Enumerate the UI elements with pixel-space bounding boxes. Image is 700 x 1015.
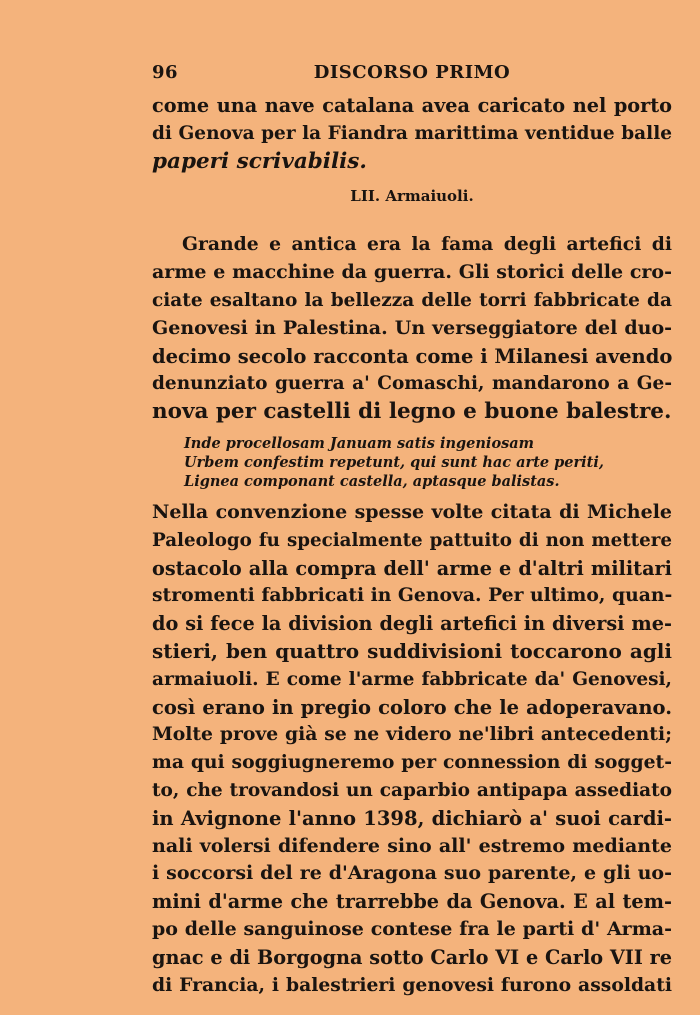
text-line: nali volersi difendere sino all' estremo mediante — [152, 834, 672, 857]
text-line-italic: paperi scrivabilis. — [152, 148, 367, 174]
text-line: in Avignone l'anno 1398, dichiarò a' suoi cardi- — [152, 806, 672, 830]
text-line: di Francia, i balestrieri genovesi furono assoldati — [152, 973, 672, 996]
text-line: ma qui soggiugneremo per connession di sogget- — [152, 751, 672, 774]
text-line: mini d'arme che trarrebbe da Genova. E al tem- — [152, 890, 672, 914]
page-header — [152, 62, 672, 92]
text-line: to, che trovandosi un caparbio antipapa assediato — [152, 779, 672, 801]
verse-line: Inde procellosam Januam satis ingeniosam — [184, 434, 535, 452]
text-line: Paleologo fu specialmente pattuito di non mettere — [152, 529, 672, 551]
text-line: gnac e di Borgogna sotto Carlo VI e Carlo VII re — [152, 945, 672, 969]
text-line: nova per castelli di legno e buone balestre. — [152, 399, 672, 425]
text-line: arme e macchine da guerra. Gli storici delle cro- — [152, 261, 672, 284]
text-line: armaiuoli. E come l'arme fabbricate da' Genovesi, — [152, 668, 672, 690]
text-line: Grande e antica era la fama degli artefici di — [182, 233, 672, 256]
book-page — [152, 62, 672, 999]
paragraph-2 — [152, 499, 672, 999]
text-line: stieri, ben quattro suddivisioni toccarono agli — [152, 638, 672, 663]
latin-verse — [152, 434, 672, 491]
text-line: do si fece la division degli artefici in diversi me- — [152, 612, 672, 636]
text-line: stromenti fabbricati in Genova. Per ultimo, quan- — [152, 584, 673, 607]
text-line: ostacolo alla compra dell' arme e d'altri militari — [152, 556, 672, 580]
text-line: come una nave catalana avea caricato nel porto — [152, 94, 672, 117]
intro-text — [152, 92, 672, 175]
verse-line: Lignea componant castella, aptasque balistas. — [184, 472, 560, 490]
text-line: Nella convenzione spesse volte citata di Michele — [152, 500, 672, 523]
text-line: denunziato guerra a' Comaschi, mandarono a Ge- — [152, 373, 672, 395]
text-line: decimo secolo racconta come i Milanesi avendo — [152, 344, 673, 368]
text-line: i soccorsi del re d'Aragona suo parente, e gli uo- — [152, 862, 672, 885]
text-line: Molte prove già se ne videro ne'libri antecedenti; — [152, 723, 672, 746]
text-line: ciate esaltano la bellezza delle torri fabbricate da — [152, 289, 672, 311]
paragraph-1 — [152, 231, 672, 426]
text-line: po delle sanguinose contese fra le parti d' Arma- — [152, 917, 672, 940]
verse-line: Urbem confestim repetunt, qui sunt hac arte periti, — [184, 453, 604, 471]
text-line: Genovesi in Palestina. Un verseggiatore del duo- — [152, 316, 672, 339]
running-title: DISCORSO PRIMO — [313, 62, 511, 83]
text-line: così erano in pregio coloro che le adoperavano. — [152, 695, 672, 719]
section-heading: LII. Armaiuoli. — [350, 187, 474, 206]
page-number: 96 — [152, 62, 179, 83]
text-line: di Genova per la Fiandra marittima ventidue balle — [152, 122, 672, 144]
